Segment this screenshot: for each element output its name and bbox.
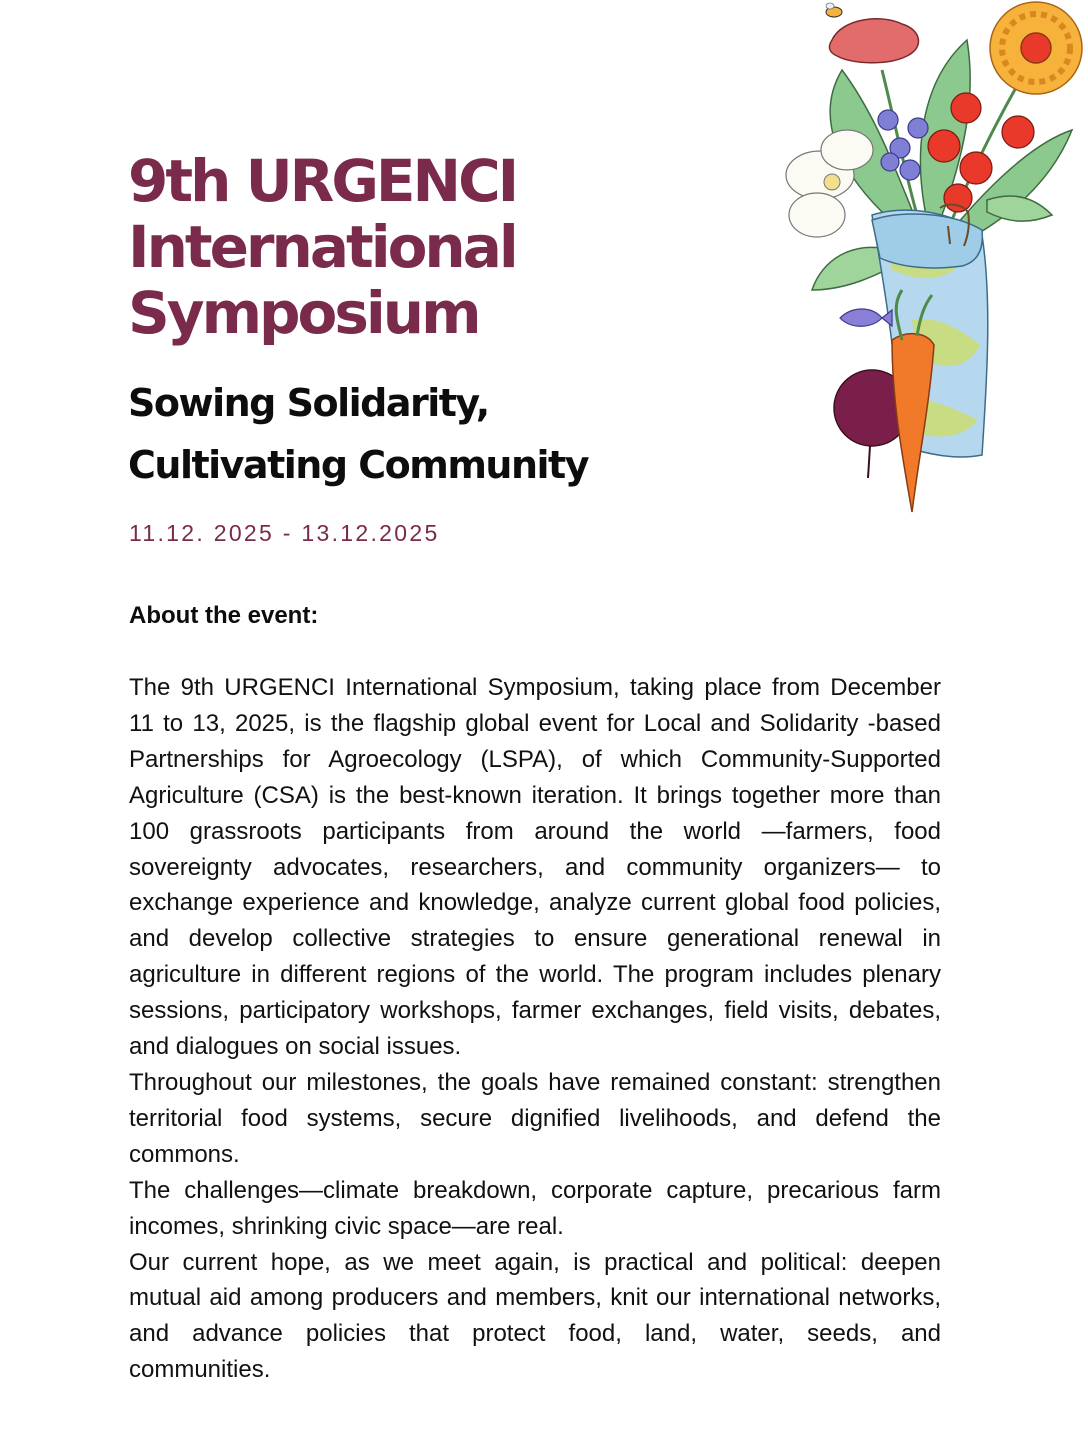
event-title-line-3: Symposium: [128, 279, 479, 347]
event-title-line-1: 9th URGENCI: [128, 147, 517, 215]
fish: [840, 309, 892, 326]
event-subtitle-line-2: Cultivating Community: [128, 443, 588, 487]
sunflower: [990, 2, 1082, 94]
about-body: [129, 670, 941, 1388]
about-heading: About the event:: [129, 602, 319, 629]
bouquet-illustration-icon: [752, 0, 1088, 520]
event-title-line-2: International: [128, 213, 516, 281]
about-paragraph-1: The 9th URGENCI International Symposium, taking place from December 11 to 13, 2025, is the flagship global event for Local and Solidarity -based Partnerships for Agroecology (LSPA), of which Community-Supported Agriculture (CSA) is the best-known iteration. It brings together more than 100 grassroots participants from around the world —farmers, food sovereignty advocates, researchers, and community organizers— to exchange experience and knowledge, analyze current global food policies, and develop collective strategies to ensure generational renewal in agriculture in different regions of the world. The program includes plenary sessions, participatory workshops, farmer exchanges, field visits, debates, and dialogues on social issues.: [129, 674, 941, 1061]
about-paragraph-4: Our current hope, as we meet again, is practical and political: deepen mutual aid among producers and members, knit our international networks, and advance policies that protect food, land, water, seeds, and communities.: [129, 1248, 941, 1384]
poppy-flower: [829, 19, 918, 63]
about-paragraph-2: Throughout our milestones, the goals have remained constant: strengthen territorial food systems, secure dignified livelihoods, and defend the commons.: [129, 1068, 941, 1168]
event-dates: 11.12. 2025 - 13.12.2025: [129, 520, 440, 546]
about-paragraph-3: The challenges—climate breakdown, corporate capture, precarious farm incomes, shrinking civic space—are real.: [129, 1176, 941, 1240]
event-subtitle: [128, 372, 688, 496]
bee: [826, 3, 842, 17]
event-subtitle-line-1: Sowing Solidarity,: [128, 381, 489, 425]
event-title: [128, 148, 688, 346]
title-block: [128, 148, 688, 496]
